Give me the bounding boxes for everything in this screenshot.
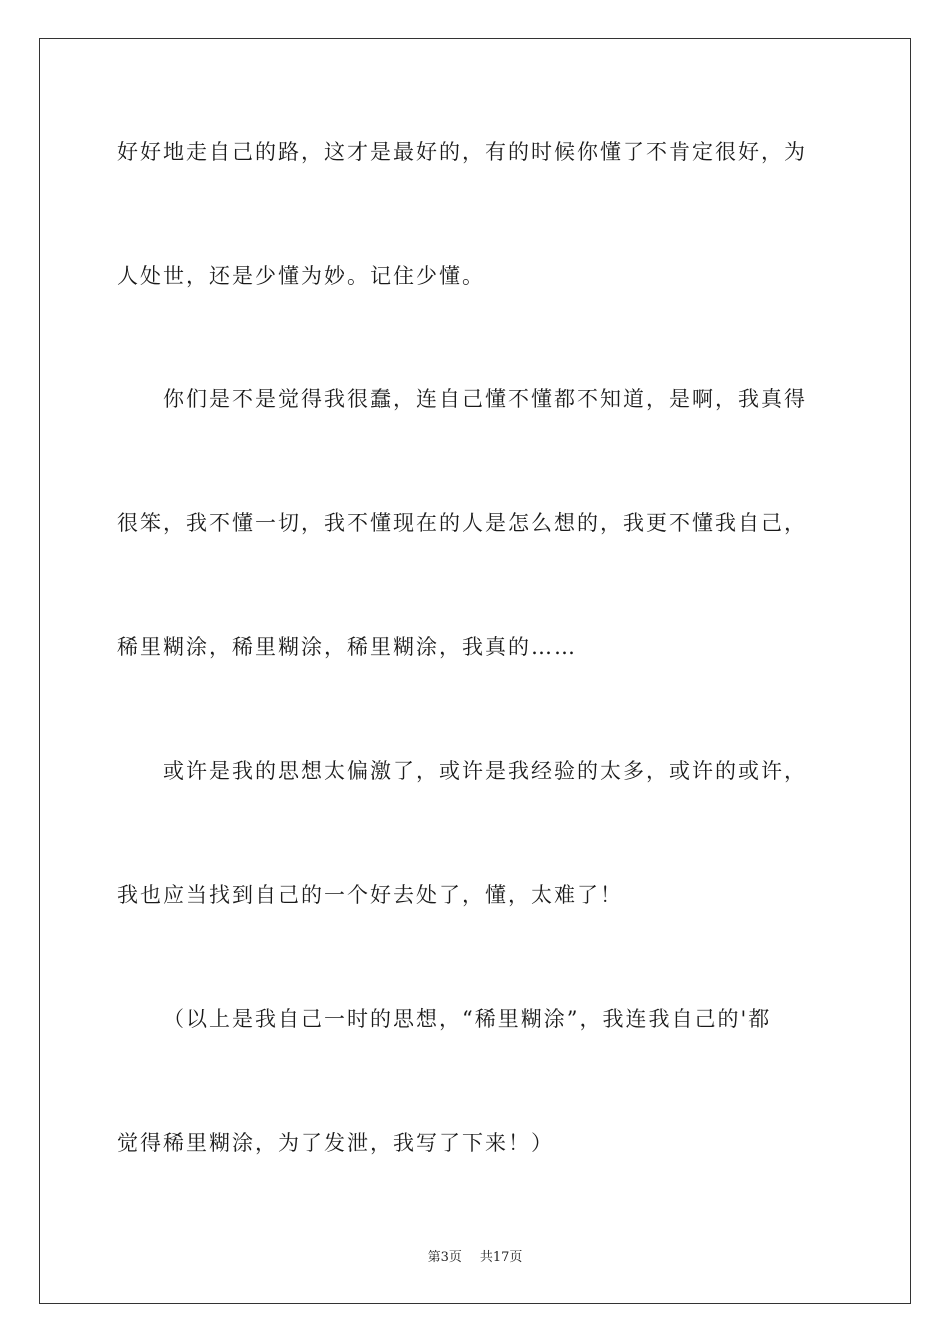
body-line-1: 好好地走自己的路，这才是最好的，有的时候你懂了不肯定很好，为 xyxy=(117,140,807,164)
body-line-9: 觉得稀里糊涂，为了发泄，我写了下来！） xyxy=(117,1131,554,1155)
body-line-5: 稀里糊涂，稀里糊涂，稀里糊涂，我真的…… xyxy=(117,635,577,659)
body-line-8: （以上是我自己一时的思想，“稀里糊涂”，我连我自己的'都 xyxy=(163,1007,772,1031)
page-footer xyxy=(0,1246,950,1265)
body-line-6: 或许是我的思想太偏激了，或许是我经验的太多，或许的或许， xyxy=(163,759,807,783)
body-line-4: 很笨，我不懂一切，我不懂现在的人是怎么想的，我更不懂我自己， xyxy=(117,511,807,535)
body-line-2: 人处世，还是少懂为妙。记住少懂。 xyxy=(117,264,485,288)
body-line-3: 你们是不是觉得我很蠢，连自己懂不懂都不知道，是啊，我真得 xyxy=(163,387,807,411)
body-line-7: 我也应当找到自己的一个好去处了，懂，太难了！ xyxy=(117,883,623,907)
page-border xyxy=(39,38,911,1304)
page-number-current: 第3页 xyxy=(427,1250,462,1265)
page-number-total: 共17页 xyxy=(479,1250,523,1265)
